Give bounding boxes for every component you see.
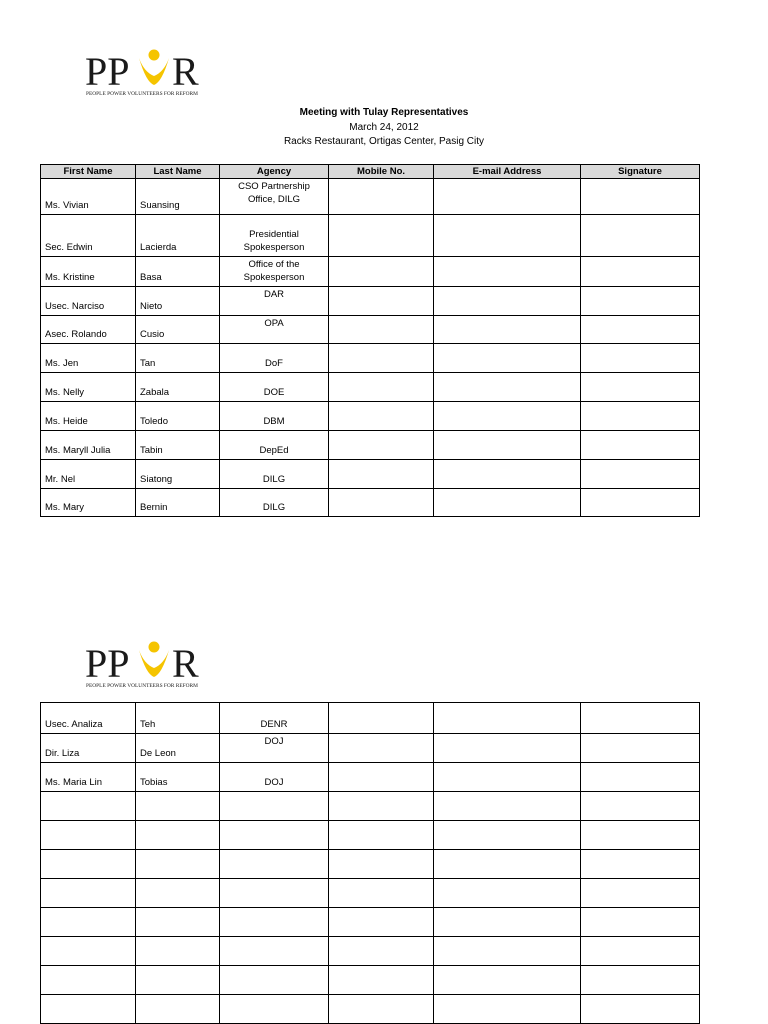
mobile-cell	[329, 257, 434, 287]
mobile-cell	[329, 344, 434, 373]
agency-cell: DOJ	[220, 763, 329, 792]
table-row	[41, 489, 700, 517]
first-name-cell: Mr. Nel	[41, 460, 136, 489]
agency-cell: DoF	[220, 344, 329, 373]
email-cell	[434, 995, 581, 1024]
table-row	[41, 908, 700, 937]
table-row	[41, 763, 700, 792]
logo-tagline: PEOPLE POWER VOLUNTEERS FOR REFORM	[86, 683, 198, 689]
meeting-date: March 24, 2012	[349, 121, 419, 133]
last-name-cell	[136, 995, 220, 1024]
last-name-cell: Tabin	[136, 431, 220, 460]
email-cell	[434, 460, 581, 489]
mobile-cell	[329, 995, 434, 1024]
signature-cell	[581, 460, 700, 489]
logo-person-icon	[139, 642, 169, 678]
mobile-cell	[329, 908, 434, 937]
logo-tagline: PEOPLE POWER VOLUNTEERS FOR REFORM	[86, 91, 198, 97]
agency-cell	[220, 995, 329, 1024]
last-name-cell	[136, 966, 220, 995]
first-name-cell	[41, 995, 136, 1024]
last-name-cell	[136, 792, 220, 821]
mobile-cell	[329, 937, 434, 966]
table-header-row	[41, 165, 700, 179]
table-row	[41, 215, 700, 257]
mobile-cell	[329, 215, 434, 257]
last-name-cell: De Leon	[136, 734, 220, 763]
first-name-cell: Ms. Mary	[41, 489, 136, 517]
mobile-cell	[329, 316, 434, 344]
first-name-cell	[41, 821, 136, 850]
email-cell	[434, 257, 581, 287]
ppvr-logo	[84, 38, 214, 100]
first-name-cell: Ms. Heide	[41, 402, 136, 431]
agency-cell: DOJ	[220, 734, 329, 763]
table-row	[41, 460, 700, 489]
last-name-cell: Cusio	[136, 316, 220, 344]
ppvr-logo-mark	[84, 38, 214, 100]
email-cell	[434, 879, 581, 908]
signature-cell	[581, 215, 700, 257]
attendance-table-page2	[40, 702, 700, 1024]
table-row	[41, 179, 700, 215]
mobile-cell	[329, 179, 434, 215]
mobile-cell	[329, 879, 434, 908]
mobile-cell	[329, 966, 434, 995]
mobile-cell	[329, 431, 434, 460]
signature-cell	[581, 373, 700, 402]
signature-cell	[581, 792, 700, 821]
agency-cell	[220, 821, 329, 850]
table-row	[41, 879, 700, 908]
last-name-cell	[136, 821, 220, 850]
last-name-cell: Zabala	[136, 373, 220, 402]
email-cell	[434, 179, 581, 215]
agency-cell	[220, 792, 329, 821]
document-header	[0, 106, 768, 150]
mobile-cell	[329, 460, 434, 489]
first-name-cell	[41, 850, 136, 879]
mobile-cell	[329, 489, 434, 517]
signature-cell	[581, 431, 700, 460]
table-row	[41, 402, 700, 431]
table-row	[41, 316, 700, 344]
email-cell	[434, 966, 581, 995]
signature-cell	[581, 908, 700, 937]
signature-cell	[581, 316, 700, 344]
mobile-cell	[329, 373, 434, 402]
first-name-cell: Ms. Jen	[41, 344, 136, 373]
email-cell	[434, 937, 581, 966]
first-name-cell: Ms. Nelly	[41, 373, 136, 402]
email-cell	[434, 908, 581, 937]
email-cell	[434, 402, 581, 431]
table-row	[41, 373, 700, 402]
email-cell	[434, 373, 581, 402]
first-name-cell: Dir. Liza	[41, 734, 136, 763]
last-name-cell: Nieto	[136, 287, 220, 316]
signature-cell	[581, 257, 700, 287]
col-signature: Signature	[581, 165, 700, 179]
signature-cell	[581, 489, 700, 517]
mobile-cell	[329, 734, 434, 763]
signature-cell	[581, 179, 700, 215]
last-name-cell: Bernin	[136, 489, 220, 517]
table-row	[41, 287, 700, 316]
agency-cell	[220, 879, 329, 908]
agency-cell: DOE	[220, 373, 329, 402]
mobile-cell	[329, 792, 434, 821]
first-name-cell: Ms. Maryll Julia	[41, 431, 136, 460]
email-cell	[434, 287, 581, 316]
signature-cell	[581, 734, 700, 763]
col-mobile: Mobile No.	[329, 165, 434, 179]
signature-cell	[581, 287, 700, 316]
email-cell	[434, 431, 581, 460]
email-cell	[434, 734, 581, 763]
email-cell	[434, 215, 581, 257]
signature-cell	[581, 763, 700, 792]
last-name-cell: Lacierda	[136, 215, 220, 257]
meeting-venue: Racks Restaurant, Ortigas Center, Pasig City	[283, 136, 485, 147]
first-name-cell: Usec. Narciso	[41, 287, 136, 316]
signature-cell	[581, 850, 700, 879]
logo-person-icon	[139, 50, 169, 86]
table-row	[41, 257, 700, 287]
agency-cell: DILG	[220, 460, 329, 489]
first-name-cell	[41, 966, 136, 995]
agency-cell: DENR	[220, 703, 329, 734]
attendance-table-page1	[40, 164, 700, 517]
agency-cell	[220, 966, 329, 995]
signature-cell	[581, 995, 700, 1024]
email-cell	[434, 850, 581, 879]
table-row	[41, 431, 700, 460]
last-name-cell: Tan	[136, 344, 220, 373]
logo-letters-left: PP	[85, 49, 130, 94]
last-name-cell: Teh	[136, 703, 220, 734]
table-row	[41, 850, 700, 879]
first-name-cell	[41, 792, 136, 821]
table-row	[41, 821, 700, 850]
mobile-cell	[329, 821, 434, 850]
table-row	[41, 995, 700, 1024]
table-row	[41, 703, 700, 734]
agency-cell: DepEd	[220, 431, 329, 460]
table-row	[41, 734, 700, 763]
signature-cell	[581, 402, 700, 431]
agency-cell: DBM	[220, 402, 329, 431]
mobile-cell	[329, 763, 434, 792]
mobile-cell	[329, 402, 434, 431]
agency-cell: Presidential Spokesperson	[220, 215, 329, 257]
ppvr-logo-mark	[84, 630, 214, 692]
signature-cell	[581, 703, 700, 734]
agency-cell	[220, 908, 329, 937]
last-name-cell: Toledo	[136, 402, 220, 431]
agency-cell: CSO Partnership Office, DILG	[220, 179, 329, 215]
mobile-cell	[329, 287, 434, 316]
first-name-cell: Usec. Analiza	[41, 703, 136, 734]
email-cell	[434, 316, 581, 344]
ppvr-logo-page2	[84, 630, 214, 692]
agency-cell	[220, 937, 329, 966]
table-row	[41, 937, 700, 966]
logo-letters-left: PP	[85, 641, 130, 686]
agency-cell: Office of the Spokesperson	[220, 257, 329, 287]
last-name-cell	[136, 879, 220, 908]
signature-cell	[581, 879, 700, 908]
table-row	[41, 344, 700, 373]
email-cell	[434, 703, 581, 734]
table-row	[41, 966, 700, 995]
signature-cell	[581, 344, 700, 373]
last-name-cell	[136, 850, 220, 879]
meeting-title: Meeting with Tulay Representatives	[299, 107, 469, 118]
mobile-cell	[329, 850, 434, 879]
col-email: E-mail Address	[434, 165, 581, 179]
last-name-cell	[136, 908, 220, 937]
last-name-cell: Tobias	[136, 763, 220, 792]
first-name-cell: Sec. Edwin	[41, 215, 136, 257]
email-cell	[434, 792, 581, 821]
first-name-cell: Ms. Maria Lin	[41, 763, 136, 792]
col-agency: Agency	[220, 165, 329, 179]
first-name-cell	[41, 937, 136, 966]
last-name-cell: Suansing	[136, 179, 220, 215]
signature-cell	[581, 821, 700, 850]
agency-cell	[220, 850, 329, 879]
last-name-cell: Basa	[136, 257, 220, 287]
mobile-cell	[329, 703, 434, 734]
email-cell	[434, 344, 581, 373]
agency-cell: OPA	[220, 316, 329, 344]
email-cell	[434, 821, 581, 850]
col-first-name: First Name	[41, 165, 136, 179]
first-name-cell: Ms. Kristine	[41, 257, 136, 287]
logo-letters-right: R	[172, 49, 199, 94]
table-row	[41, 792, 700, 821]
agency-cell: DAR	[220, 287, 329, 316]
signature-cell	[581, 966, 700, 995]
first-name-cell	[41, 879, 136, 908]
first-name-cell: Asec. Rolando	[41, 316, 136, 344]
last-name-cell: Siatong	[136, 460, 220, 489]
email-cell	[434, 489, 581, 517]
col-last-name: Last Name	[136, 165, 220, 179]
signature-cell	[581, 937, 700, 966]
agency-cell: DILG	[220, 489, 329, 517]
logo-letters-right: R	[172, 641, 199, 686]
first-name-cell: Ms. Vivian	[41, 179, 136, 215]
email-cell	[434, 763, 581, 792]
first-name-cell	[41, 908, 136, 937]
last-name-cell	[136, 937, 220, 966]
